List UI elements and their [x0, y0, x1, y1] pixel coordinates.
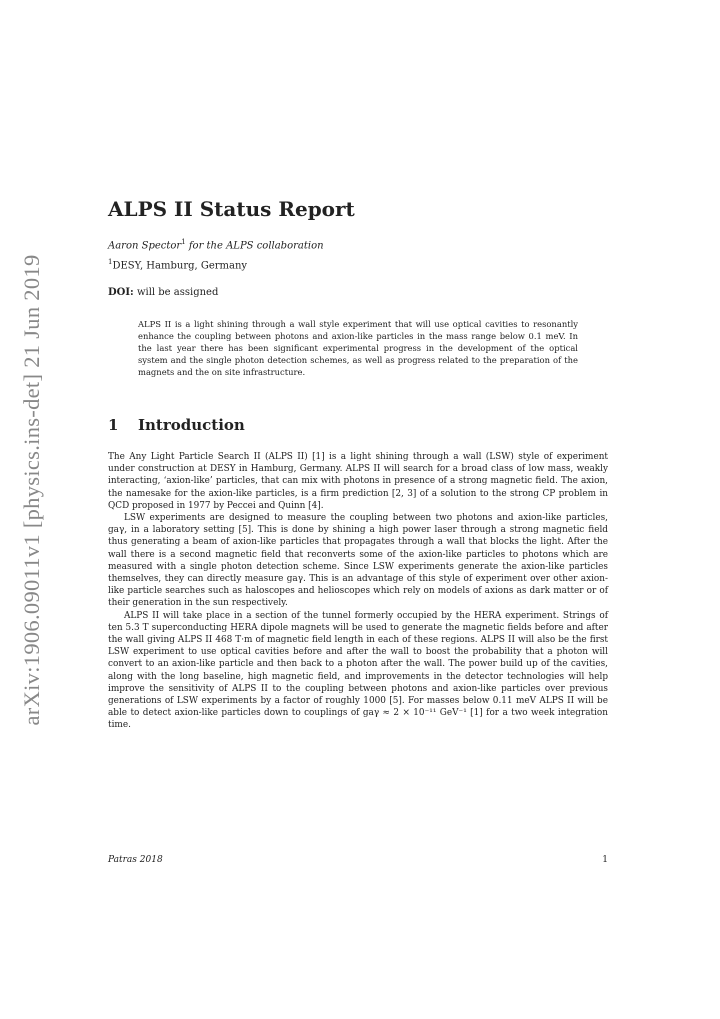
paper-title: ALPS II Status Report: [108, 197, 355, 221]
author-affil-mark: 1: [181, 238, 186, 246]
doi-value: will be assigned: [133, 287, 219, 298]
arxiv-stamp: [10, 254, 54, 726]
paragraph-2: LSW experiments are designed to measure the coupling between two photons and axion-like particles, gaγ, in a laboratory setting [5]. This is done by shining a high power laser through a strong magnetic field thus generating a beam of axion-like particles that propagates through a wall that blocks the light. After the wall there is a second magnetic field that reconverts some of the axion-like particles to photons which are measured with a single photon detection scheme. Since LSW experiments generate the axion-like particles themselves, they can directly measure gaγ. This is an advantage of this style of experiment over other axion-like particle searches such as haloscopes and helioscopes which rely on models of axions as dark matter or of their generation in the sun respectively.: [108, 513, 608, 609]
author-note: for the ALPS collaboration: [185, 240, 324, 252]
page-footer: [108, 855, 608, 865]
section-body: [108, 451, 608, 732]
paragraph-3: ALPS II will take place in a section of the tunnel formerly occupied by the HERA experiment. Strings of ten 5.3 T superconducting HERA dipole magnets will be used to generate the magnetic fields before and after the wall giving ALPS II 468 T·m of magnetic field length in each of these regions. ALPS II will also be the first LSW experiment to use optical cavities before and after the wall to boost the probability that a photon will convert to an axion-like particle and then back to a photon after the wall. The power build up of the cavities, along with the long baseline, high magnetic field, and improvements in the detector technologies will help improve the sensitivity of ALPS II to the coupling between photons and axion-like particles over previous generations of LSW experiments by a factor of roughly 1000 [5]. For masses below 0.11 meV ALPS II will be able to detect axion-like particles down to couplings of gaγ ≈ 2 × 10⁻¹¹ GeV⁻¹ [1] for a two week integration time.: [108, 610, 608, 731]
section-title: Introduction: [138, 416, 245, 434]
section-number: 1: [108, 416, 119, 434]
section-heading: [108, 416, 245, 434]
affil-text: DESY, Hamburg, Germany: [112, 260, 248, 272]
abstract: ALPS II is a light shining through a wall style experiment that will use optical cavities to resonantly enhance the coupling between photons and axion-like particles in the mass range below 0.1 meV. In the last year there has been significant experimental progress in the development of the optical system and the single photon detection schemes, as well as progress related to the preparation of the magnets and the on site infrastructure.: [138, 319, 578, 378]
affil-mark: 1: [108, 258, 113, 266]
footer-page-number: 1: [602, 855, 608, 865]
doi-line: [108, 287, 218, 298]
author-line: [108, 238, 324, 251]
author-name: Aaron Spector: [108, 240, 182, 252]
arxiv-stamp-text: arXiv:1906.09011v1 [physics.ins-det] 21 Jun 2019: [19, 254, 44, 726]
doi-label: DOI:: [108, 287, 134, 298]
footer-conference: Patras 2018: [108, 855, 163, 865]
affiliation: [108, 258, 247, 271]
paragraph-1: The Any Light Particle Search II (ALPS II) [1] is a light shining through a wall (LSW) style of experiment under construction at DESY in Hamburg, Germany. ALPS II will search for a broad class of low mass, weakly interacting, ‘axion-like’ particles, that can mix with photons in presence of a strong magnetic field. The axion, the namesake for the axion-like particles, is a firm prediction [2, 3] of a solution to the strong CP problem in QCD proposed in 1977 by Peccei and Quinn [4].: [108, 452, 608, 511]
